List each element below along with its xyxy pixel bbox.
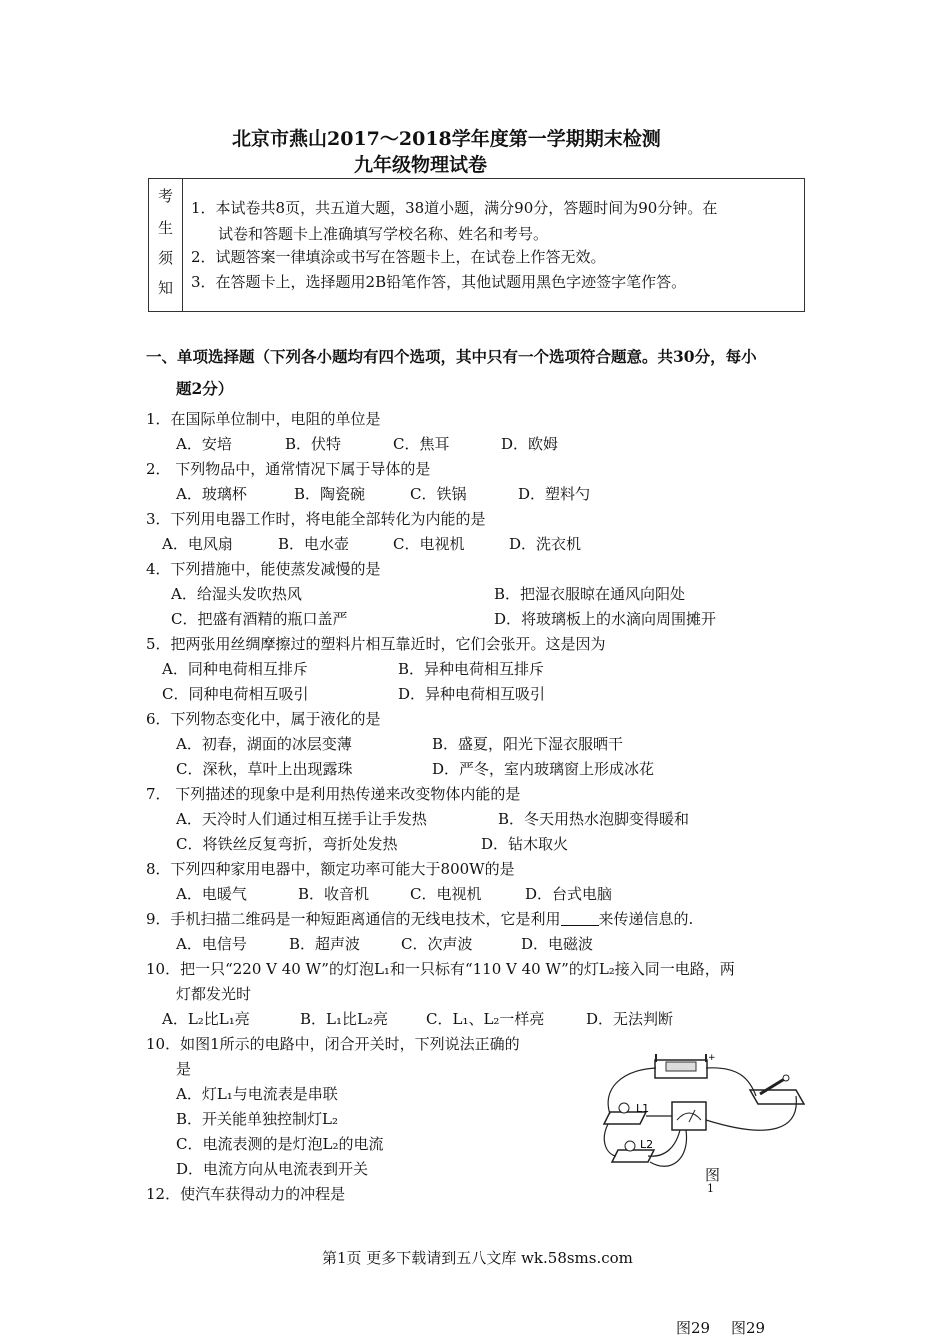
question-10b-option-b: B．开关能单独控制灯L₂ bbox=[176, 1110, 338, 1128]
question-5-stem: 5．把两张用丝绸摩擦过的塑料片相互靠近时，它们会张开。这是因为 bbox=[146, 635, 606, 653]
section-heading-cont: 题2分） bbox=[176, 379, 234, 398]
question-1-option-a: A．安培 bbox=[176, 435, 232, 453]
question-3-option-b: B．电水壶 bbox=[278, 535, 350, 553]
question-6-option-d: D．严冬，室内玻璃窗上形成冰花 bbox=[432, 760, 655, 778]
question-10-option-b: B．L₁比L₂亮 bbox=[300, 1010, 388, 1028]
question-5-option-a: A．同种电荷相互排斥 bbox=[162, 660, 308, 678]
question-10b-option-a: A．灯L₁与电流表是串联 bbox=[176, 1085, 338, 1103]
page-footer: 第1页 更多下载请到五八文库 wk.58sms.com bbox=[322, 1249, 633, 1267]
question-10-option-d: D．无法判断 bbox=[586, 1010, 674, 1028]
question-10-option-a: A．L₂比L₁亮 bbox=[162, 1010, 250, 1028]
svg-text:+: + bbox=[708, 1053, 716, 1063]
question-1-stem: 1．在国际单位制中，电阻的单位是 bbox=[146, 410, 381, 428]
circuit-figure bbox=[600, 1050, 805, 1180]
stray-figure-label: 图29 bbox=[731, 1319, 766, 1337]
stray-figure-label: 图29 bbox=[676, 1319, 711, 1337]
question-3-stem: 3．下列用电器工作时，将电能全部转化为内能的是 bbox=[146, 510, 486, 528]
question-7-option-d: D．钻木取火 bbox=[481, 835, 569, 853]
notice-item-2: 2．试题答案一律填涂或书写在答题卡上，在试卷上作答无效。 bbox=[191, 248, 606, 266]
question-2-option-d: D．塑料勺 bbox=[518, 485, 591, 503]
notice-item-3: 3．在答题卡上，选择题用2B铅笔作答，其他试题用黑色字迹签字笔作答。 bbox=[191, 273, 687, 291]
question-7-option-b: B．冬天用热水泡脚变得暖和 bbox=[498, 810, 690, 828]
notice-label-char: 考 bbox=[158, 187, 174, 205]
answer-blank bbox=[561, 912, 599, 926]
question-5-option-d: D．异种电荷相互吸引 bbox=[398, 685, 546, 703]
question-3-option-d: D．洗衣机 bbox=[509, 535, 582, 553]
question-7-option-a: A．天冷时人们通过相互搓手让手发热 bbox=[176, 810, 427, 828]
question-9-option-c: C．次声波 bbox=[401, 935, 473, 953]
question-1-option-b: B．伏特 bbox=[285, 435, 342, 453]
candidate-notice-box bbox=[148, 178, 805, 312]
section-heading: 一、单项选择题（下列各小题均有四个选项，其中只有一个选项符合题意。共30分，每小 bbox=[146, 347, 757, 366]
question-2-option-c: C．铁锅 bbox=[410, 485, 467, 503]
question-6-option-b: B．盛夏，阳光下湿衣服晒干 bbox=[432, 735, 624, 753]
question-9-stem-after: 来传递信息的. bbox=[598, 910, 694, 928]
question-10-option-c: C．L₁、L₂一样亮 bbox=[426, 1010, 545, 1028]
question-10b-option-c: C．电流表测的是灯泡L₂的电流 bbox=[176, 1135, 384, 1153]
question-5-option-b: B．异种电荷相互排斥 bbox=[398, 660, 545, 678]
figure-1-caption-number: 1 bbox=[707, 1182, 714, 1195]
question-10-stem-cont: 灯都发光时 bbox=[176, 985, 252, 1003]
question-6-option-c: C．深秋，草叶上出现露珠 bbox=[176, 760, 353, 778]
question-10b-stem-cont: 是 bbox=[176, 1060, 192, 1078]
question-7-option-c: C．将铁丝反复弯折，弯折处发热 bbox=[176, 835, 398, 853]
question-6-stem: 6．下列物态变化中，属于液化的是 bbox=[146, 710, 381, 728]
question-4-option-a: A．给湿头发吹热风 bbox=[171, 585, 302, 603]
question-9-option-b: B．超声波 bbox=[289, 935, 361, 953]
notice-label-char: 生 bbox=[158, 219, 174, 237]
question-2-option-b: B．陶瓷碗 bbox=[294, 485, 366, 503]
question-10b-stem: 10．如图1所示的电路中，闭合开关时，下列说法正确的 bbox=[146, 1035, 520, 1053]
notice-label-column bbox=[149, 179, 183, 311]
question-2-stem: 2． 下列物品中，通常情况下属于导体的是 bbox=[146, 460, 431, 478]
question-2-option-a: A．玻璃杯 bbox=[176, 485, 247, 503]
question-4-option-d: D．将玻璃板上的水滴向周围摊开 bbox=[494, 610, 717, 628]
notice-item-1-cont: 试卷和答题卡上准确填写学校名称、姓名和考号。 bbox=[218, 225, 549, 243]
question-3-option-c: C．电视机 bbox=[393, 535, 465, 553]
question-10-stem: 10．把一只“220 V 40 W”的灯泡L₁和一只标有“110 V 40 W”的灯L₂接入同一电路，两 bbox=[146, 960, 735, 978]
question-3-option-a: A．电风扇 bbox=[162, 535, 233, 553]
question-9-stem bbox=[146, 908, 693, 929]
question-8-option-c: C．电视机 bbox=[410, 885, 482, 903]
exam-subtitle: 九年级物理试卷 bbox=[354, 154, 488, 176]
question-7-stem: 7． 下列描述的现象中是利用热传递来改变物体内能的是 bbox=[146, 785, 521, 803]
figure-1-caption: 图 bbox=[705, 1166, 721, 1184]
lamp-l1-label: L1 bbox=[636, 1102, 650, 1115]
question-5-option-c: C．同种电荷相互吸引 bbox=[162, 685, 309, 703]
question-8-option-d: D．台式电脑 bbox=[525, 885, 613, 903]
question-9-option-a: A．电信号 bbox=[176, 935, 247, 953]
question-4-option-b: B．把湿衣服晾在通风向阳处 bbox=[494, 585, 686, 603]
notice-item-1: 1．本试卷共8页，共五道大题，38道小题，满分90分，答题时间为90分钟。在 bbox=[191, 199, 718, 217]
notice-label-char: 知 bbox=[158, 279, 174, 297]
question-6-option-a: A．初春，湖面的冰层变薄 bbox=[176, 735, 352, 753]
question-1-option-c: C．焦耳 bbox=[393, 435, 450, 453]
question-9-option-d: D．电磁波 bbox=[521, 935, 594, 953]
lamp-l2-label: L2 bbox=[640, 1138, 654, 1151]
battery-icon bbox=[655, 1053, 716, 1078]
question-1-option-d: D．欧姆 bbox=[501, 435, 559, 453]
question-8-option-b: B．收音机 bbox=[298, 885, 370, 903]
question-4-stem: 4．下列措施中，能使蒸发减慢的是 bbox=[146, 560, 381, 578]
question-8-option-a: A．电暖气 bbox=[176, 885, 247, 903]
question-9-stem-before: 9．手机扫描二维码是一种短距离通信的无线电技术，它是利用 bbox=[146, 910, 561, 928]
notice-label-char: 须 bbox=[158, 249, 174, 267]
question-10b-option-d: D．电流方向从电流表到开关 bbox=[176, 1160, 369, 1178]
question-8-stem: 8．下列四种家用电器中，额定功率可能大于800W的是 bbox=[146, 860, 515, 878]
question-4-option-c: C．把盛有酒精的瓶口盖严 bbox=[171, 610, 348, 628]
exam-title: 北京市燕山2017～2018学年度第一学期期末检测 bbox=[232, 128, 661, 150]
question-12-stem: 12．使汽车获得动力的冲程是 bbox=[146, 1185, 346, 1203]
ammeter-icon bbox=[672, 1102, 706, 1130]
